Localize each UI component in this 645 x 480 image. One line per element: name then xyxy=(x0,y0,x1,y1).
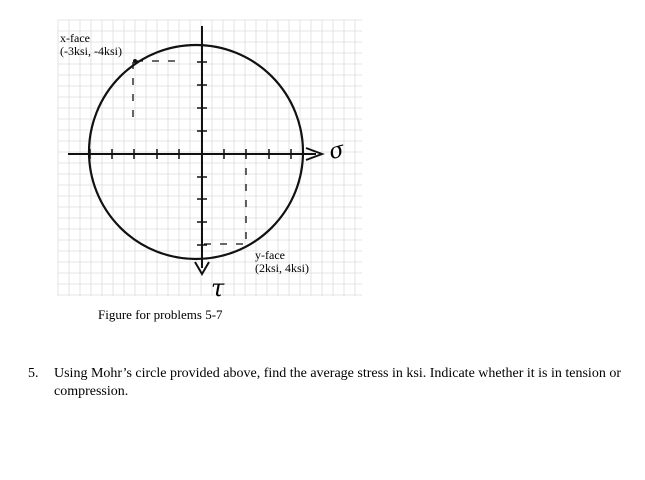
question-number: 5. xyxy=(28,366,39,381)
x-face-dashed-lines xyxy=(133,61,184,125)
y-face-coordinates: (2ksi, 4ksi) xyxy=(255,261,309,275)
y-face-label: y-face xyxy=(255,248,285,262)
figure-caption: Figure for problems 5-7 xyxy=(98,307,223,322)
x-face-label: x-face xyxy=(60,31,90,45)
tau-axis-symbol: τ xyxy=(211,274,225,300)
sigma-axis-symbol: σ xyxy=(326,137,348,166)
x-face-coordinates: (-3ksi, -4ksi) xyxy=(60,44,122,58)
question-text: Using Mohr’s circle provided above, find the average stress in ksi. Indicate whether it is in tension or compression. xyxy=(54,366,621,399)
x-face-point xyxy=(133,59,137,63)
y-face-dashed-lines xyxy=(204,168,246,244)
grid-paper xyxy=(58,20,362,296)
